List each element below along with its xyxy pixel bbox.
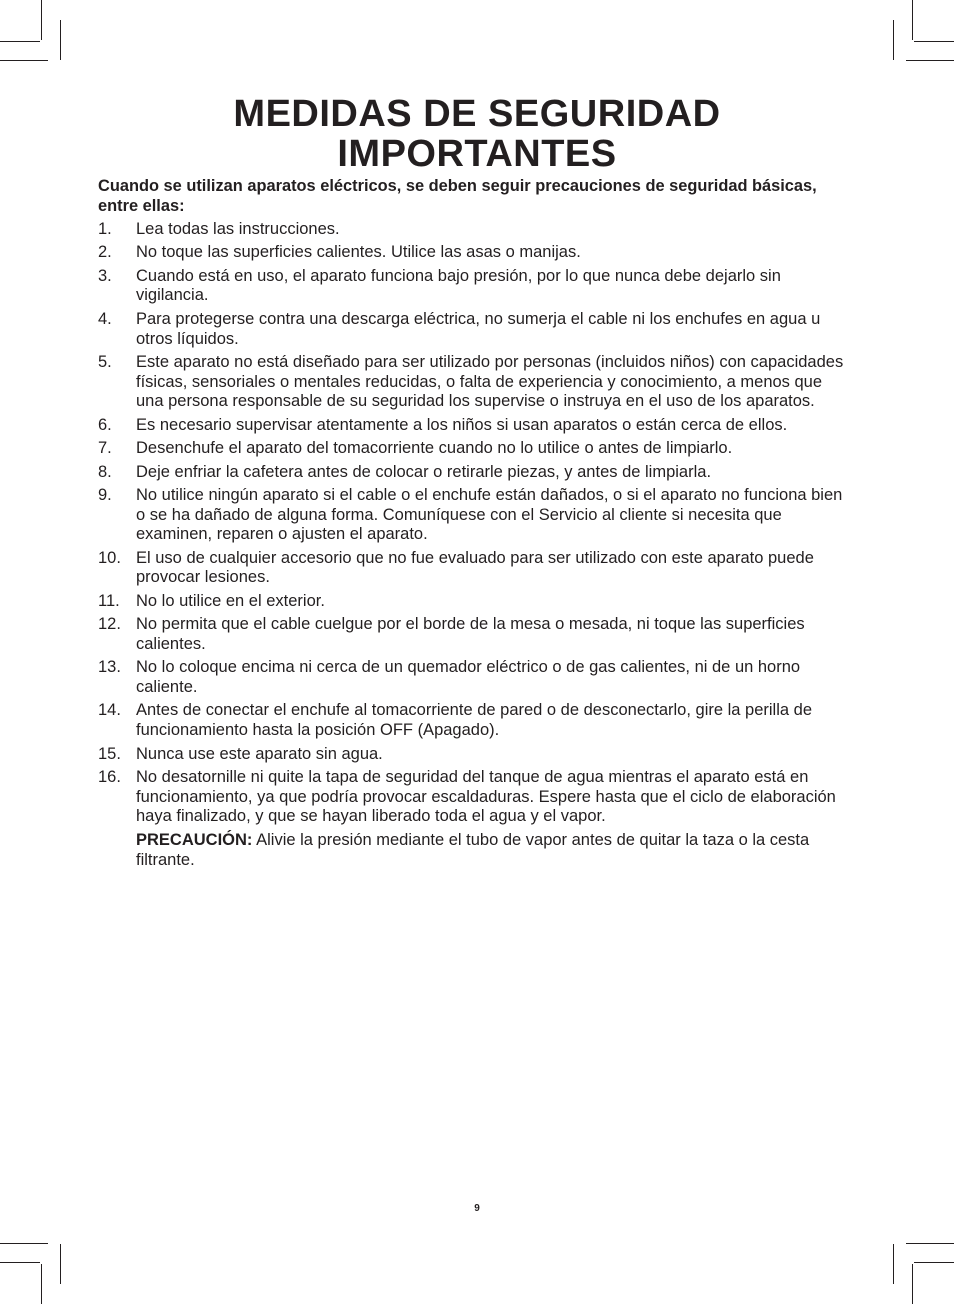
item-text: No desatornille ni quite la tapa de seguridad del tanque de agua mientras el aparato está en funcionamiento, ya que podría provocar escaldaduras. Espere hasta que el ciclo de elaboración haya finalizado, y que se hayan liberado toda el agua y el vapor. xyxy=(136,767,836,826)
crop-mark-top-right-vertical-inner xyxy=(893,20,894,60)
item-text: Es necesario supervisar atentamente a los niños si usan aparatos o están cerca de ellos. xyxy=(136,415,788,434)
crop-mark-top-left-vertical xyxy=(41,0,42,40)
crop-mark-top-left-horizontal xyxy=(0,41,40,42)
page-title xyxy=(0,94,954,174)
list-item xyxy=(98,267,852,306)
item-number: 9. xyxy=(98,485,112,504)
item-text: Lea todas las instrucciones. xyxy=(136,220,340,238)
intro-paragraph: Cuando se utilizan aparatos eléctricos, se deben seguir precauciones de seguridad básicas, entre ellas: xyxy=(98,177,817,215)
list-item xyxy=(98,243,852,263)
item-number: 3. xyxy=(98,266,112,285)
list-item xyxy=(98,658,852,697)
crop-mark-top-right-horizontal-inner xyxy=(906,60,954,61)
item-number: 2. xyxy=(98,243,112,262)
caution-note xyxy=(136,831,852,870)
item-text: Deje enfriar la cafetera antes de colocar o retirarle piezas, y antes de limpiarla. xyxy=(136,462,712,481)
item-number: 5. xyxy=(98,352,112,371)
item-text: No utilice ningún aparato si el cable o el enchufe están dañados, o si el aparato no funciona bien o se ha dañado de alguna forma. Comuníquese con el Servicio al cliente si necesita que examinen, reparen o ajusten el aparato. xyxy=(136,485,843,544)
crop-mark-top-right-horizontal xyxy=(914,41,954,42)
item-number: 1. xyxy=(98,220,112,238)
safety-instructions-list xyxy=(98,220,852,874)
list-item xyxy=(98,310,852,349)
page-title-line-2: IMPORTANTES xyxy=(337,133,617,175)
page-title-line-1: MEDIDAS DE SEGURIDAD xyxy=(233,93,721,135)
crop-mark-bottom-left-vertical-inner xyxy=(60,1244,61,1284)
list-item xyxy=(98,745,852,765)
crop-mark-bottom-left-horizontal xyxy=(0,1262,40,1263)
crop-mark-top-left-horizontal-inner xyxy=(0,60,48,61)
crop-mark-top-left-vertical-inner xyxy=(60,20,61,60)
item-text: El uso de cualquier accesorio que no fue evaluado para ser utilizado con este aparato puede provocar lesiones. xyxy=(136,548,814,587)
item-number: 14. xyxy=(98,701,121,720)
item-text: No permita que el cable cuelgue por el borde de la mesa o mesada, ni toque las superficies calientes. xyxy=(136,615,805,653)
crop-mark-bottom-right-vertical xyxy=(912,1264,913,1304)
caution-text: Alivie la presión mediante el tubo de vapor antes de quitar la taza o la cesta filtrante. xyxy=(136,831,810,869)
crop-mark-bottom-left-horizontal-inner xyxy=(0,1243,48,1244)
item-number: 7. xyxy=(98,439,112,458)
list-item xyxy=(98,220,852,240)
list-item xyxy=(98,486,852,545)
item-number: 8. xyxy=(98,462,112,481)
item-text: No lo utilice en el exterior. xyxy=(136,591,325,610)
list-item xyxy=(98,615,852,654)
list-item xyxy=(98,463,852,483)
list-item xyxy=(98,701,852,740)
caution-label: PRECAUCIÓN: xyxy=(136,831,253,849)
list-item xyxy=(98,439,852,459)
item-number: 15. xyxy=(98,744,121,763)
item-number: 4. xyxy=(98,309,112,328)
page-number: 9 xyxy=(474,1203,480,1214)
item-text: No lo coloque encima ni cerca de un quemador eléctrico o de gas calientes, ni de un horno caliente. xyxy=(136,658,801,697)
list-item xyxy=(98,768,852,871)
item-text: Antes de conectar el enchufe al tomacorriente de pared o de desconectarlo, gire la perilla de funcionamiento hasta la posición OFF (Apagado). xyxy=(136,701,813,740)
item-text: Para protegerse contra una descarga eléctrica, no sumerja el cable ni los enchufes en agua u otros líquidos. xyxy=(136,309,821,348)
item-number: 6. xyxy=(98,415,112,434)
item-text: Cuando está en uso, el aparato funciona bajo presión, por lo que nunca debe dejarlo sin vigilancia. xyxy=(136,266,781,305)
item-text: Este aparato no está diseñado para ser utilizado por personas (incluidos niños) con capacidades físicas, sensoriales o mentales reducidas, o falta de experiencia y conocimiento, a menos que una persona responsable de su seguridad los supervise o instruya en el uso de los aparatos. xyxy=(136,352,844,411)
item-text: Desenchufe el aparato del tomacorriente cuando no lo utilice o antes de limpiarlo. xyxy=(136,439,733,458)
item-text: No toque las superficies calientes. Utilice las asas o manijas. xyxy=(136,243,581,262)
list-item xyxy=(98,353,852,412)
item-number: 11. xyxy=(98,591,120,610)
list-item xyxy=(98,549,852,588)
crop-mark-bottom-right-horizontal-inner xyxy=(906,1243,954,1244)
list-item xyxy=(98,592,852,612)
item-number: 10. xyxy=(98,548,121,567)
item-number: 13. xyxy=(98,658,121,677)
item-number: 16. xyxy=(98,767,121,786)
list-item xyxy=(98,416,852,436)
crop-mark-bottom-right-horizontal xyxy=(914,1262,954,1263)
item-number: 12. xyxy=(98,615,121,634)
item-text: Nunca use este aparato sin agua. xyxy=(136,744,383,763)
crop-mark-bottom-left-vertical xyxy=(41,1264,42,1304)
crop-mark-top-right-vertical xyxy=(912,0,913,40)
crop-mark-bottom-right-vertical-inner xyxy=(893,1244,894,1284)
